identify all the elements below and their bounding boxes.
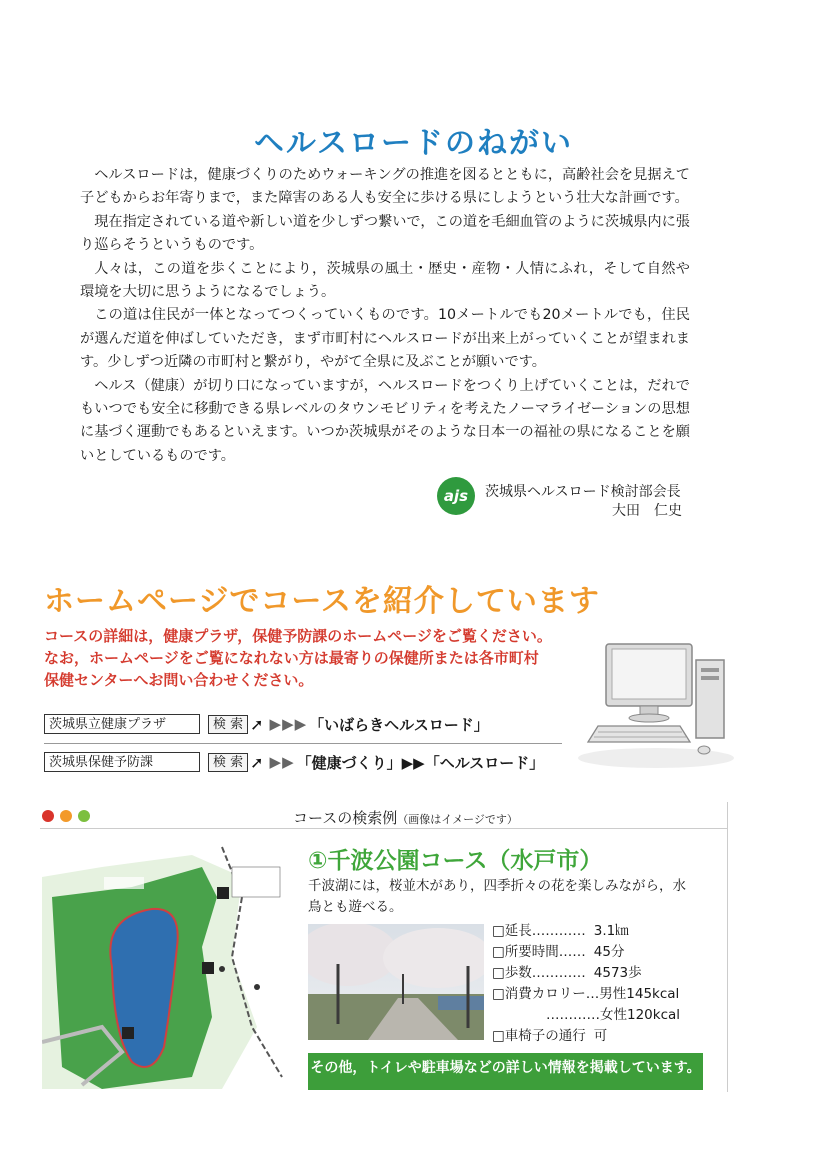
description-line: なお，ホームページをご覧になれない方は最寄りの保健所または各市町村 [44, 649, 539, 667]
fact-row [492, 984, 712, 1005]
search-keyword: 「いばらきヘルスロード」 [309, 715, 489, 734]
description-line: コースの詳細は，健康プラザ，保健予防課のホームページをご覧ください。 [44, 627, 552, 645]
fact-row [492, 1026, 712, 1047]
fact-row [492, 942, 712, 963]
paragraph: この道は住民が一体となってつくっていくものです。10メートルでも20メートルでも，住民が選んだ道を伸ばしていただき，まず市町村にヘルスロードが出来上がっていくことが望まれます。少しずつ近隣の市町村と繋がり，やがて全県に及ぶことが願いです。 [80, 307, 690, 371]
fact-value: 3.1㎞ [593, 923, 629, 939]
fact-row [492, 1005, 712, 1026]
fact-row [492, 921, 712, 942]
search-input: 茨城県保健予防課 [44, 752, 200, 772]
course-title: ①千波公園コース（水戸市） [308, 848, 603, 874]
desktop-computer-icon [576, 630, 746, 770]
search-example-plaza [44, 712, 489, 736]
divider [727, 802, 728, 1092]
paragraph: ヘルスロードは，健康づくりのためウォーキングの推進を図るとともに，高齢社会を見据えて子どもからお年寄りまで，また障害のある人も安全に歩ける県にしようという壮大な計画です。 [80, 167, 690, 207]
search-button: 検 索 [208, 753, 248, 772]
cursor-arrow-icon: ➚ [250, 714, 264, 734]
fact-value: 男性145kcal [599, 986, 680, 1002]
divider [44, 743, 562, 744]
homepage-heading: ホームページでコースを紹介しています [44, 584, 600, 619]
course-map [42, 837, 300, 1089]
cherry-blossom-photo [308, 924, 484, 1040]
arrows-icon: ▶▶▶ [269, 715, 308, 733]
health-road-logo-icon: ajs [437, 477, 475, 515]
example-heading-text: コースの検索例 [293, 809, 398, 827]
search-example-prevention [44, 750, 544, 774]
decorative-dots [42, 810, 90, 822]
fact-label: ………… [492, 1007, 600, 1023]
paragraph: ヘルス（健康）が切り口になっていますが，ヘルスロードをつくり上げていくことは，だれでもいつでも安全に移動できる県レベルのタウンモビリティを考えたノーマライゼーションの思想に基づく運動でもあるといえます。いつか茨城県がそのような日本一の福祉の県になることを願いとしているものです。 [80, 377, 690, 464]
search-button: 検 索 [208, 715, 248, 734]
arrows-icon: ▶▶ [269, 753, 295, 771]
example-heading [293, 807, 518, 828]
fact-label: □延長………… [492, 923, 586, 939]
fact-label: □消費カロリー… [492, 986, 600, 1002]
paragraph: 現在指定されている道や新しい道を少しずつ繋いで，この道を毛細血管のように茨城県内に張り巡らそうというものです。 [80, 213, 690, 254]
signature-org: 茨城県ヘルスロード検討部会長 [485, 484, 681, 500]
paragraph: 人々は，この道を歩くことにより，茨城県の風土・歴史・産物・人情にふれ，そして自然や環境を大切に思うようになるでしょう。 [80, 260, 690, 301]
fact-label: □所要時間…… [492, 944, 586, 960]
signature-name: 大田 仁史 [612, 503, 682, 519]
fact-value: 女性120kcal [600, 1007, 681, 1023]
fact-label: □車椅子の通行 [492, 1028, 586, 1044]
description-line: 保健センターへお問い合わせください。 [44, 671, 314, 689]
intro-text [80, 164, 690, 468]
search-keyword: 「健康づくり」▶▶「ヘルスロード」 [296, 753, 545, 772]
page-title: ヘルスロードのねがい [253, 126, 574, 161]
homepage-description [44, 625, 604, 691]
fact-value: 可 [593, 1028, 608, 1044]
green-dot-icon [78, 810, 90, 822]
red-dot-icon [42, 810, 54, 822]
divider [40, 828, 728, 829]
example-heading-note: （画像はイメージです） [397, 813, 518, 826]
course-facts [492, 921, 712, 1047]
info-banner: その他，トイレや駐車場などの詳しい情報を掲載しています。 [308, 1053, 703, 1090]
fact-label: □歩数………… [492, 965, 586, 981]
course-description: 千波湖には，桜並木があり，四季折々の花を楽しみながら，水鳥とも遊べる。 [308, 878, 686, 915]
cursor-arrow-icon: ➚ [250, 752, 264, 772]
search-input: 茨城県立健康プラザ [44, 714, 200, 734]
fact-value: 45分 [593, 944, 625, 960]
orange-dot-icon [60, 810, 72, 822]
fact-row [492, 963, 712, 984]
fact-value: 4573歩 [593, 965, 642, 981]
